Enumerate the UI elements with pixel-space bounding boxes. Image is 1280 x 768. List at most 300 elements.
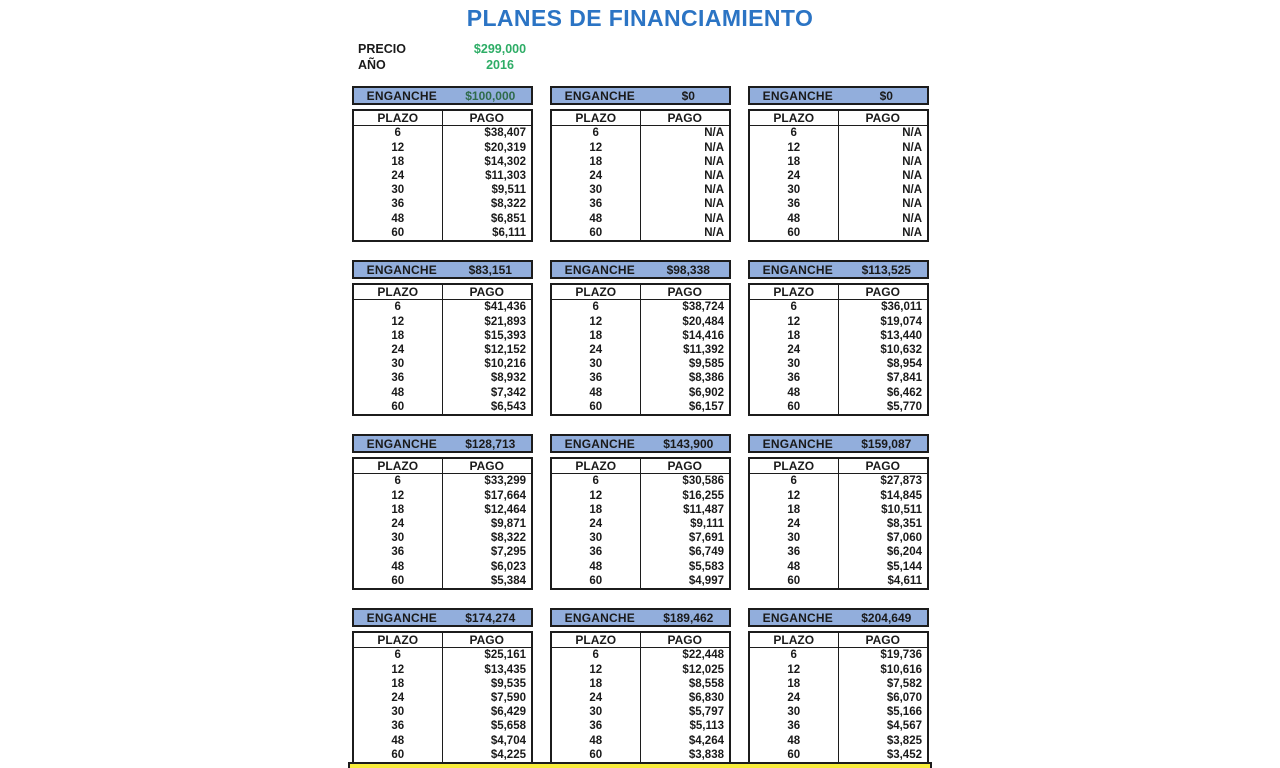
pago-cell: $8,932 [490,372,526,385]
pago-cell: $8,954 [886,358,922,371]
plan-table [550,283,731,416]
pago-cell: $11,487 [683,503,724,516]
enganche-value: $204,649 [861,610,912,625]
enganche-value: $83,151 [468,262,512,277]
plazo-cell: 18 [552,503,641,517]
plazo-cell: 18 [750,503,839,517]
table-row [552,748,729,762]
pago-cell: $27,873 [880,475,922,488]
table-row [552,329,729,343]
plazo-cell: 30 [750,357,839,371]
pago-cell: $8,351 [886,517,922,530]
enganche-value: $159,087 [861,436,912,451]
table-row [750,691,927,705]
pago-cell: $7,590 [490,691,526,704]
plazo-cell: 12 [750,662,839,676]
table-row [552,648,729,662]
table-row [552,662,729,676]
pago-cell: N/A [704,155,724,168]
pago-cell: $9,511 [491,184,526,197]
table-row [750,329,927,343]
plazo-cell: 18 [354,503,443,517]
pago-cell: $15,393 [484,329,526,342]
enganche-label: ENGANCHE [564,88,635,103]
plazo-cell: 48 [750,386,839,400]
table-row [354,517,531,531]
enganche-header [550,260,731,279]
table-row [552,140,729,154]
table-row [750,719,927,733]
pago-cell: $12,464 [484,503,526,516]
plazo-cell: 18 [552,155,641,169]
enganche-value: $0 [681,88,695,103]
plazo-cell: 60 [750,400,839,414]
precio-label: PRECIO [358,42,406,56]
plazo-cell: 6 [750,126,839,140]
table-row [354,126,531,140]
plazo-cell: 12 [354,140,443,154]
pago-cell: $6,749 [688,546,724,559]
plan-table [352,457,533,590]
pago-cell: $3,825 [886,734,922,747]
pago-cell: $9,585 [688,358,724,371]
table-row [750,517,927,531]
plazo-cell: 24 [552,169,641,183]
plan-card [748,260,929,416]
plazo-header-cell: PLAZO [354,285,443,299]
plazo-header-cell: PLAZO [750,633,839,647]
plazo-cell: 48 [552,560,641,574]
pago-cell: $5,144 [886,560,922,573]
pago-cell: $10,616 [880,663,922,676]
pago-cell: $8,386 [688,372,724,385]
pago-cell: N/A [902,198,922,211]
plazo-cell: 48 [750,734,839,748]
pago-cell: N/A [704,226,724,239]
pago-cell: $5,770 [886,400,922,413]
table-row [354,719,531,733]
plazo-cell: 30 [750,531,839,545]
table-row [750,314,927,328]
table-row [750,386,927,400]
pago-cell: $10,632 [880,343,922,356]
table-row [354,300,531,314]
plazo-header-cell: PLAZO [750,111,839,125]
plazo-header-cell: PLAZO [552,285,641,299]
enganche-label: ENGANCHE [366,436,437,451]
pago-cell: $4,704 [490,734,526,747]
plan-table [550,109,731,242]
table-row [552,155,729,169]
pago-cell: $9,111 [690,517,724,530]
table-row [354,183,531,197]
plazo-cell: 36 [750,371,839,385]
pago-cell: N/A [902,226,922,239]
table-row [354,212,531,226]
table-row [354,545,531,559]
pago-cell: $25,161 [484,649,526,662]
table-row [750,371,927,385]
pago-cell: N/A [704,184,724,197]
table-row [354,314,531,328]
plazo-cell: 60 [354,226,443,240]
plazo-cell: 30 [354,705,443,719]
table-row [354,474,531,488]
plazo-cell: 60 [552,400,641,414]
table-row [750,648,927,662]
table-row [552,574,729,588]
anio-value: 2016 [486,58,514,72]
pago-header-cell: PAGO [469,111,504,126]
table-row [354,677,531,691]
plazo-cell: 60 [354,748,443,762]
pago-cell: $3,452 [886,748,922,761]
pago-cell: $6,462 [886,386,922,399]
plazo-header-cell: PLAZO [750,459,839,473]
table-row [354,371,531,385]
plazo-cell: 36 [750,719,839,733]
enganche-header [550,434,731,453]
pago-cell: $11,303 [485,169,526,182]
pago-cell: $5,797 [688,706,724,719]
table-row [552,212,729,226]
table-row [552,226,729,240]
plazo-cell: 24 [750,691,839,705]
plazo-cell: 30 [552,357,641,371]
table-row [750,662,927,676]
plazo-cell: 18 [552,329,641,343]
pago-cell: $12,025 [682,663,724,676]
plazo-cell: 36 [552,371,641,385]
plazo-header-cell: PLAZO [552,459,641,473]
enganche-value: $174,274 [465,610,516,625]
plazo-cell: 18 [750,677,839,691]
table-row [750,226,927,240]
pago-cell: $10,511 [881,503,922,516]
pago-cell: $5,658 [490,720,526,733]
plazo-cell: 60 [354,400,443,414]
table-row [552,183,729,197]
plazo-cell: 60 [552,574,641,588]
pago-cell: $30,586 [682,475,724,488]
pago-cell: $20,484 [682,315,724,328]
pago-cell: N/A [704,198,724,211]
table-row [750,545,927,559]
table-row [354,400,531,414]
table-row [552,503,729,517]
table-row [750,560,927,574]
plazo-cell: 24 [552,517,641,531]
plazo-cell: 30 [750,183,839,197]
plan-table [748,631,929,764]
table-row [354,531,531,545]
table-row [552,343,729,357]
plazo-cell: 48 [354,560,443,574]
pago-cell: $5,583 [688,560,724,573]
table-row [552,357,729,371]
pago-cell: $6,157 [688,400,724,413]
table-row [354,386,531,400]
plazo-cell: 48 [552,734,641,748]
pago-cell: N/A [902,155,922,168]
price-year-info [358,41,540,73]
pago-cell: $6,204 [886,546,922,559]
table-header-row [354,111,531,126]
table-row [750,155,927,169]
table-row [354,357,531,371]
plazo-cell: 24 [552,691,641,705]
plazo-cell: 60 [750,748,839,762]
pago-cell: $38,724 [682,301,724,314]
enganche-value: $143,900 [663,436,714,451]
plazo-header-cell: PLAZO [552,111,641,125]
table-row [750,169,927,183]
table-row [552,734,729,748]
pago-cell: $4,611 [887,574,922,587]
table-header-row [354,633,531,648]
plazo-header-cell: PLAZO [750,285,839,299]
pago-cell: N/A [704,127,724,140]
table-row [552,197,729,211]
plazo-cell: 48 [750,212,839,226]
plazo-cell: 48 [354,212,443,226]
pago-cell: $8,558 [688,677,724,690]
enganche-value: $189,462 [663,610,714,625]
enganche-label: ENGANCHE [762,436,833,451]
table-row [552,386,729,400]
pago-cell: $7,582 [886,677,922,690]
enganche-label: ENGANCHE [564,610,635,625]
pago-cell: $13,440 [880,329,922,342]
plan-card [748,86,929,242]
table-row [552,719,729,733]
plazo-cell: 6 [750,300,839,314]
table-row [354,574,531,588]
pago-cell: N/A [902,184,922,197]
plazo-cell: 48 [354,734,443,748]
plan-card [352,434,533,590]
enganche-label: ENGANCHE [762,610,833,625]
pago-header-cell: PAGO [865,459,900,474]
table-row [552,517,729,531]
pago-cell: $41,436 [484,301,526,314]
plazo-cell: 6 [354,474,443,488]
enganche-label: ENGANCHE [366,610,437,625]
table-header-row [354,459,531,474]
plazo-cell: 12 [354,488,443,502]
plazo-cell: 24 [750,517,839,531]
plan-table [352,631,533,764]
pago-cell: $14,302 [484,155,526,168]
table-row [750,531,927,545]
enganche-header [352,608,533,627]
plazo-cell: 36 [750,197,839,211]
plazo-cell: 12 [552,140,641,154]
pago-cell: $17,664 [484,489,526,502]
table-header-row [552,285,729,300]
table-header-row [552,459,729,474]
plazo-cell: 30 [354,531,443,545]
enganche-value: $113,525 [861,262,911,277]
plans-grid [352,86,929,764]
enganche-label: ENGANCHE [762,262,833,277]
plazo-cell: 30 [552,183,641,197]
table-row [552,126,729,140]
pago-cell: $4,567 [886,720,922,733]
pago-cell: $6,902 [688,386,724,399]
enganche-header [352,86,533,105]
table-header-row [552,111,729,126]
plazo-cell: 18 [750,155,839,169]
plazo-cell: 6 [552,648,641,662]
pago-cell: $6,023 [490,560,526,573]
enganche-value: $0 [879,88,893,103]
plazo-cell: 24 [354,169,443,183]
pago-cell: $4,264 [688,734,724,747]
plazo-cell: 60 [750,574,839,588]
table-row [354,662,531,676]
enganche-header [748,86,929,105]
table-row [552,677,729,691]
pago-header-cell: PAGO [469,633,504,648]
plan-table [550,631,731,764]
plazo-cell: 18 [354,677,443,691]
table-row [552,169,729,183]
anio-label: AÑO [358,58,386,72]
table-row [552,488,729,502]
pago-cell: $8,322 [490,532,526,545]
pago-cell: $7,295 [490,546,526,559]
plazo-cell: 60 [354,574,443,588]
pago-cell: $6,543 [490,400,526,413]
pago-cell: $5,113 [689,720,724,733]
plazo-cell: 30 [750,705,839,719]
pago-cell: $6,070 [886,691,922,704]
plazo-cell: 36 [552,197,641,211]
pago-cell: $22,448 [682,649,724,662]
pago-cell: $36,011 [881,301,922,314]
pago-header-cell: PAGO [865,111,900,126]
enganche-label: ENGANCHE [762,88,833,103]
table-header-row [750,459,927,474]
plazo-header-cell: PLAZO [552,633,641,647]
plazo-cell: 12 [354,662,443,676]
table-row [750,400,927,414]
plazo-cell: 6 [750,648,839,662]
enganche-header [352,260,533,279]
pago-cell: N/A [902,212,922,225]
enganche-header [550,608,731,627]
table-header-row [354,285,531,300]
table-row [750,357,927,371]
plazo-cell: 6 [354,300,443,314]
table-row [354,705,531,719]
enganche-value: $98,338 [666,262,710,277]
plazo-cell: 12 [552,662,641,676]
pago-header-cell: PAGO [667,285,702,300]
precio-value: $299,000 [473,42,527,56]
table-row [354,169,531,183]
plazo-header-cell: PLAZO [354,111,443,125]
pago-cell: $5,166 [886,706,922,719]
pago-cell: N/A [902,169,922,182]
plazo-cell: 36 [750,545,839,559]
table-row [750,474,927,488]
enganche-header [550,86,731,105]
table-row [354,691,531,705]
pago-cell: $33,299 [484,475,526,488]
plazo-cell: 48 [552,386,641,400]
plazo-cell: 36 [354,719,443,733]
plan-card [550,434,731,590]
table-header-row [750,633,927,648]
plan-table [550,457,731,590]
pago-cell: $10,216 [484,358,526,371]
table-row [354,748,531,762]
enganche-header [748,260,929,279]
pago-cell: $21,893 [484,315,526,328]
table-row [750,677,927,691]
plazo-cell: 36 [552,719,641,733]
plazo-cell: 6 [552,126,641,140]
plazo-header-cell: PLAZO [354,459,443,473]
table-header-row [750,111,927,126]
enganche-header [748,608,929,627]
plazo-cell: 60 [750,226,839,240]
pago-cell: $6,429 [490,706,526,719]
plazo-cell: 6 [354,126,443,140]
plazo-cell: 18 [354,329,443,343]
plan-card [748,608,929,764]
plazo-cell: 12 [552,488,641,502]
plazo-cell: 36 [354,545,443,559]
plazo-cell: 24 [750,343,839,357]
pago-cell: $20,319 [484,141,526,154]
table-row [750,126,927,140]
plazo-cell: 12 [750,488,839,502]
table-row [750,197,927,211]
plazo-cell: 24 [354,343,443,357]
pago-header-cell: PAGO [667,111,702,126]
plazo-cell: 18 [354,155,443,169]
pago-cell: N/A [902,127,922,140]
table-row [552,531,729,545]
plazo-cell: 12 [750,140,839,154]
plazo-cell: 24 [354,691,443,705]
page-title: PLANES DE FINANCIAMIENTO [466,5,814,31]
table-row [354,197,531,211]
enganche-label: ENGANCHE [366,88,437,103]
plan-card [550,260,731,416]
plazo-cell: 18 [552,677,641,691]
pago-cell: $14,845 [880,489,922,502]
table-row [750,734,927,748]
plazo-cell: 6 [552,474,641,488]
plan-card [550,608,731,764]
plazo-cell: 48 [750,560,839,574]
plan-table [748,109,929,242]
table-row [750,705,927,719]
plazo-cell: 36 [354,197,443,211]
table-row [750,140,927,154]
pago-cell: $9,535 [490,677,526,690]
table-row [750,488,927,502]
table-row [354,155,531,169]
plan-card [352,260,533,416]
pago-header-cell: PAGO [469,285,504,300]
pago-cell: $14,416 [682,329,724,342]
pago-cell: $7,691 [688,532,724,545]
